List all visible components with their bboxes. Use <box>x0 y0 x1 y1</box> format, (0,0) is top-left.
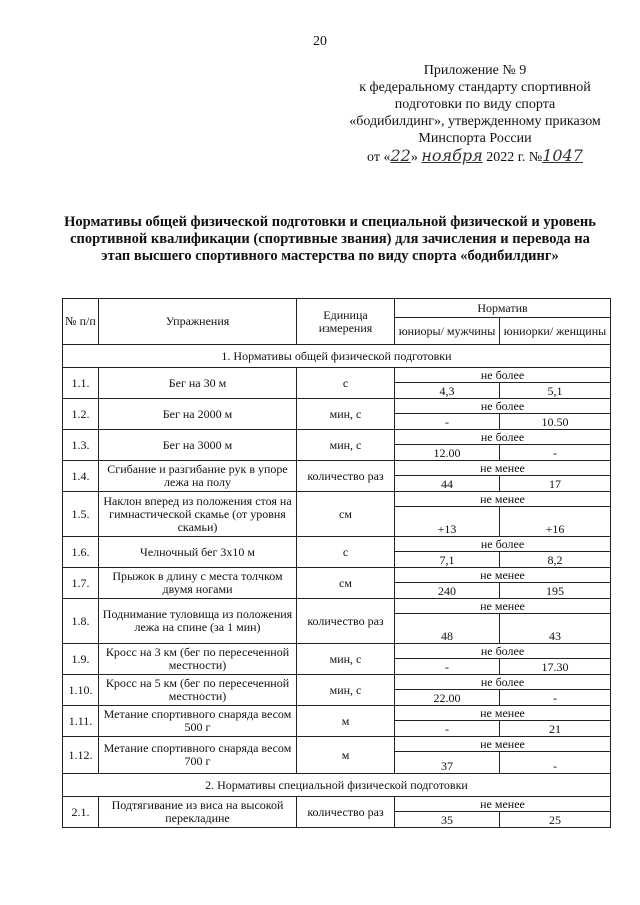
row-male-value: - <box>395 414 500 430</box>
row-female-value: - <box>500 752 611 774</box>
row-condition: не менее <box>395 706 611 721</box>
header-exercise: Упражнения <box>99 299 297 345</box>
row-male-value: 240 <box>395 583 500 599</box>
row-female-value: - <box>500 690 611 706</box>
appendix-line: Минспорта России <box>418 131 532 146</box>
table-row <box>63 644 611 659</box>
row-male-value: 7,1 <box>395 552 500 568</box>
row-female-value: - <box>500 445 611 461</box>
row-condition: не более <box>395 368 611 383</box>
row-male-value: 4,3 <box>395 383 500 399</box>
handwritten-month: ноября <box>421 146 483 165</box>
date-prefix: от « <box>367 150 391 165</box>
row-female-value: +16 <box>500 507 611 537</box>
row-female-value: 195 <box>500 583 611 599</box>
row-condition: не менее <box>395 599 611 614</box>
row-num: 1.6. <box>63 537 99 568</box>
row-exercise: Подтягивание из виса на высокой перекладине <box>99 797 297 828</box>
row-unit: мин, с <box>297 675 395 706</box>
table-row <box>63 399 611 414</box>
row-condition: не более <box>395 644 611 659</box>
row-num: 1.9. <box>63 644 99 675</box>
appendix-line: Приложение № 9 <box>423 63 527 78</box>
appendix-block <box>330 62 620 166</box>
header-male: юниоры/ мужчины <box>395 318 500 345</box>
table-row <box>63 797 611 812</box>
appendix-line: «бодибилдинг», утвержденному приказом <box>349 114 601 129</box>
row-male-value: 37 <box>395 752 500 774</box>
row-male-value: - <box>395 659 500 675</box>
header-unit: Единица измерения <box>297 299 395 345</box>
row-exercise: Метание спортивного снаряда весом 700 г <box>99 737 297 774</box>
row-condition: не менее <box>395 737 611 752</box>
row-condition: не менее <box>395 492 611 507</box>
row-unit: количество раз <box>297 797 395 828</box>
table-row <box>63 492 611 507</box>
table-row <box>63 368 611 383</box>
page-number: 20 <box>313 34 327 49</box>
date-year: 2022 г. № <box>486 150 543 165</box>
appendix-line: к федеральному стандарту спортивной <box>359 80 591 95</box>
section-heading: 2. Нормативы специальной физической подготовки <box>63 774 611 797</box>
row-num: 1.8. <box>63 599 99 644</box>
row-num: 1.10. <box>63 675 99 706</box>
table-row <box>63 706 611 721</box>
row-num: 1.12. <box>63 737 99 774</box>
row-exercise: Бег на 2000 м <box>99 399 297 430</box>
row-female-value: 10.50 <box>500 414 611 430</box>
row-male-value: +13 <box>395 507 500 537</box>
row-unit: м <box>297 706 395 737</box>
row-condition: не более <box>395 430 611 445</box>
row-num: 2.1. <box>63 797 99 828</box>
row-exercise: Челночный бег 3х10 м <box>99 537 297 568</box>
row-female-value: 17 <box>500 476 611 492</box>
row-unit: количество раз <box>297 599 395 644</box>
row-condition: не менее <box>395 568 611 583</box>
appendix-line: подготовки по виду спорта <box>394 97 556 112</box>
appendix-date-line <box>330 147 620 166</box>
row-female-value: 25 <box>500 812 611 828</box>
row-condition: не менее <box>395 461 611 476</box>
row-male-value: 12.00 <box>395 445 500 461</box>
row-male-value: 44 <box>395 476 500 492</box>
row-unit: мин, с <box>297 644 395 675</box>
handwritten-day: 22 <box>390 146 411 165</box>
row-exercise: Поднимание туловища из положения лежа на спине (за 1 мин) <box>99 599 297 644</box>
row-exercise: Кросс на 3 км (бег по пересеченной местности) <box>99 644 297 675</box>
table-row <box>63 737 611 752</box>
row-condition: не более <box>395 399 611 414</box>
document-title: Нормативы общей физической подготовки и специальной физической и уровень спортивной квалификации (спортивные звания) для зачисления и перевода на этап высшего спортивного мастерства по виду спорта «бодибилдинг» <box>64 214 596 264</box>
table-row <box>63 461 611 476</box>
row-exercise: Прыжок в длину с места толчком двумя ногами <box>99 568 297 599</box>
row-unit: мин, с <box>297 430 395 461</box>
date-mid: » <box>410 150 418 165</box>
row-exercise: Кросс на 5 км (бег по пересеченной местности) <box>99 675 297 706</box>
row-condition: не менее <box>395 797 611 812</box>
row-num: 1.1. <box>63 368 99 399</box>
row-condition: не более <box>395 537 611 552</box>
row-unit: см <box>297 568 395 599</box>
row-unit: с <box>297 368 395 399</box>
table-row <box>63 599 611 614</box>
row-female-value: 21 <box>500 721 611 737</box>
row-female-value: 17.30 <box>500 659 611 675</box>
row-male-value: 48 <box>395 614 500 644</box>
table-row <box>63 537 611 552</box>
handwritten-number: 1047 <box>542 146 583 165</box>
header-num: № п/п <box>63 299 99 345</box>
row-num: 1.2. <box>63 399 99 430</box>
row-exercise: Сгибание и разгибание рук в упоре лежа на полу <box>99 461 297 492</box>
header-female: юниорки/ женщины <box>500 318 611 345</box>
row-unit: количество раз <box>297 461 395 492</box>
row-exercise: Метание спортивного снаряда весом 500 г <box>99 706 297 737</box>
row-num: 1.4. <box>63 461 99 492</box>
row-num: 1.3. <box>63 430 99 461</box>
row-female-value: 8,2 <box>500 552 611 568</box>
row-num: 1.7. <box>63 568 99 599</box>
row-female-value: 43 <box>500 614 611 644</box>
norms-table <box>62 298 611 828</box>
row-unit: м <box>297 737 395 774</box>
row-male-value: 22.00 <box>395 690 500 706</box>
section-heading: 1. Нормативы общей физической подготовки <box>63 345 611 368</box>
row-exercise: Наклон вперед из положения стоя на гимнастической скамье (от уровня скамьи) <box>99 492 297 537</box>
row-exercise: Бег на 3000 м <box>99 430 297 461</box>
table-row <box>63 430 611 445</box>
row-condition: не более <box>395 675 611 690</box>
row-unit: с <box>297 537 395 568</box>
table-row <box>63 568 611 583</box>
row-exercise: Бег на 30 м <box>99 368 297 399</box>
row-num: 1.11. <box>63 706 99 737</box>
header-norm: Норматив <box>395 299 611 318</box>
row-num: 1.5. <box>63 492 99 537</box>
row-male-value: 35 <box>395 812 500 828</box>
row-male-value: - <box>395 721 500 737</box>
row-unit: см <box>297 492 395 537</box>
row-female-value: 5,1 <box>500 383 611 399</box>
row-unit: мин, с <box>297 399 395 430</box>
table-row <box>63 675 611 690</box>
